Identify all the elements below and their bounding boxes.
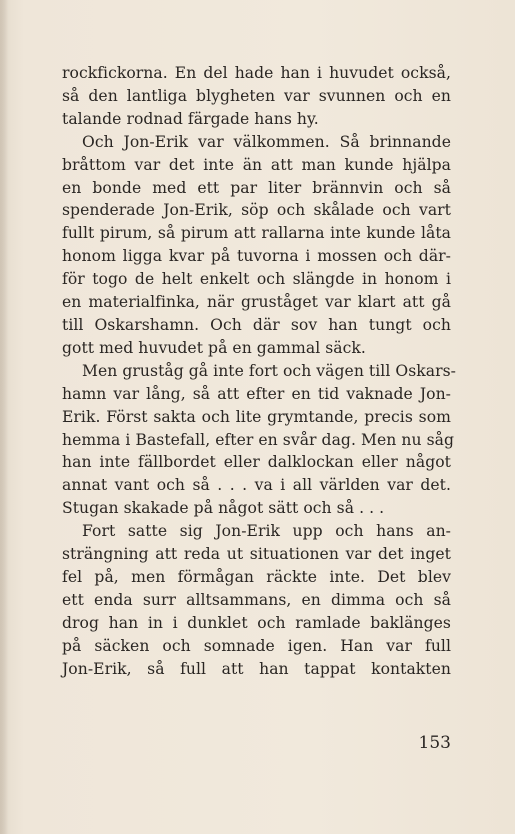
text-line: en materialfinka, när gruståget var klart att gå: [62, 293, 451, 312]
text-line: drog han in i dunklet och ramlade baklänges: [62, 613, 451, 632]
text-line: talande rodnad färgade hans hy.: [62, 109, 319, 128]
text-line: gott med huvudet på en gammal säck.: [62, 338, 366, 357]
text-line: hamn var lång, så att efter en tid vaknade Jon-: [62, 384, 451, 403]
text-line: så den lantliga blygheten var svunnen och en: [62, 86, 451, 105]
paragraph-2: [62, 131, 451, 360]
text-line: Och Jon-Erik var välkommen. Så brinnande: [82, 132, 451, 151]
text-line: honom ligga kvar på tuvorna i mossen och där-: [62, 247, 451, 266]
text-line: annat vant och så . . . va i all världen var det.: [62, 476, 451, 495]
text-line: strängning att reda ut situationen var det inget: [62, 545, 451, 564]
text-line: en bonde med ett par liter brännvin och så: [62, 178, 451, 197]
text-line: hemma i Bastefall, efter en svår dag. Men nu såg: [62, 430, 454, 449]
text-line: till Oskarshamn. Och där sov han tungt och: [62, 315, 451, 334]
text-line: för togo de helt enkelt och slängde in honom i: [62, 270, 451, 289]
text-line: spenderade Jon-Erik, söp och skålade och vart: [62, 201, 451, 220]
paragraph-3: [62, 360, 456, 520]
text-line: bråttom var det inte än att man kunde hjälpa: [62, 155, 451, 174]
paragraph-4: [62, 520, 451, 680]
text-line: ett enda surr alltsammans, en dimma och så: [62, 590, 451, 609]
text-line: fullt pirum, så pirum att rallarna inte kunde låta: [62, 224, 451, 243]
page-number: 153: [418, 733, 451, 753]
text-line: Men gruståg gå inte fort och vägen till Oskars-: [82, 361, 456, 380]
text-line: Erik. Först sakta och lite grymtande, precis som: [62, 407, 451, 426]
text-line: Jon-Erik, så full att han tappat kontakten: [62, 659, 451, 678]
text-line: rockfickorna. En del hade han i huvudet också,: [62, 64, 451, 82]
paragraph-1: [62, 62, 451, 131]
text-line: han inte fällbordet eller dalklockan eller något: [62, 453, 451, 472]
gutter-shadow: [0, 0, 8, 834]
body-text: [62, 62, 456, 680]
text-line: på säcken och somnade igen. Han var full: [62, 636, 451, 655]
text-line: fel på, men förmågan räckte inte. Det blev: [62, 567, 451, 586]
text-line: Stugan skakade på något sätt och så . . .: [62, 499, 385, 518]
text-line: Fort satte sig Jon-Erik upp och hans an-: [82, 522, 451, 541]
